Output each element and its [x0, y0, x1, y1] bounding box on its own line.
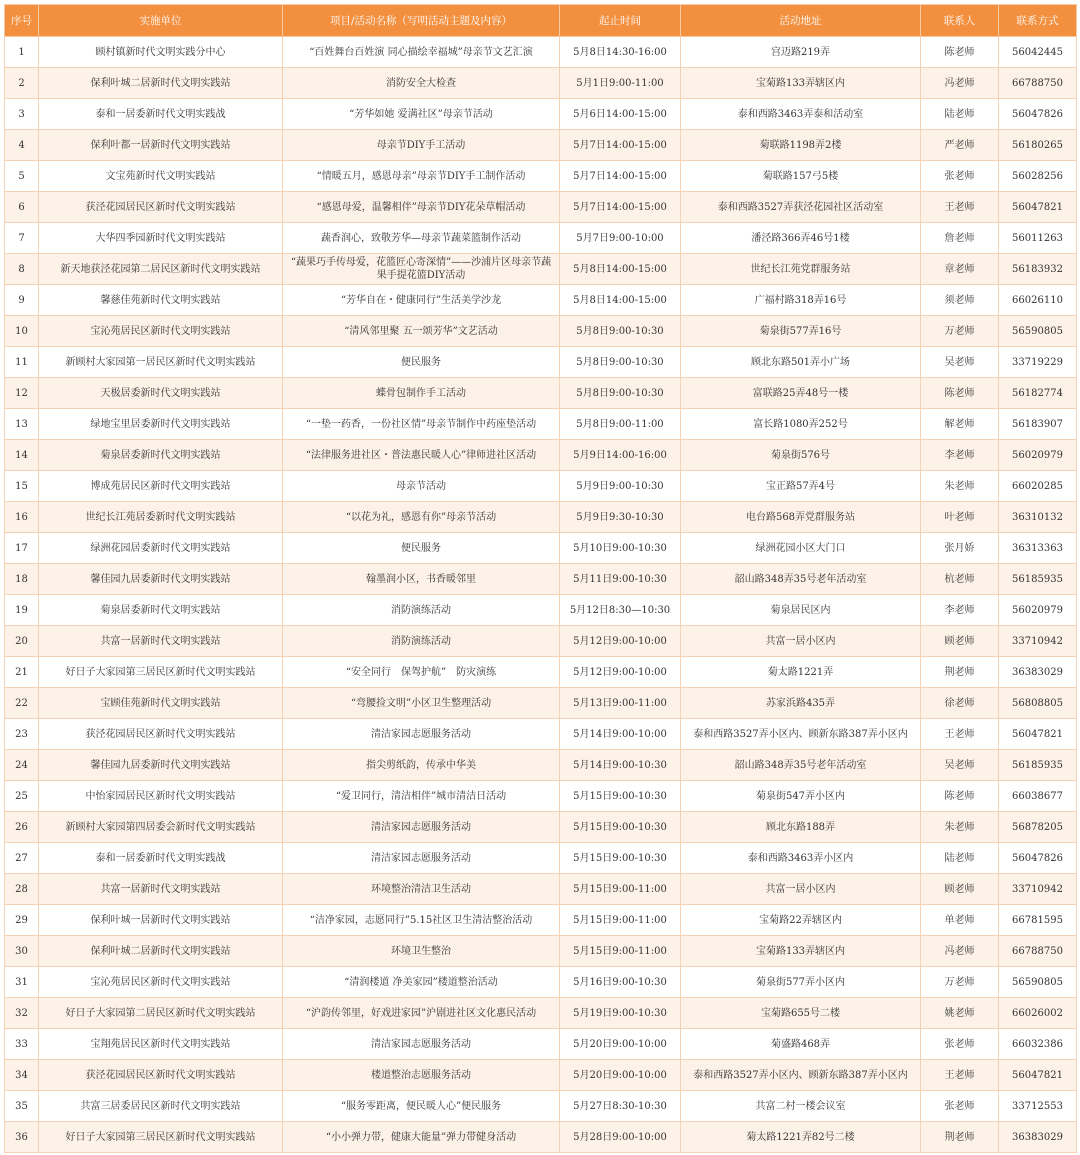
table-row: [5, 812, 1077, 843]
table-row: [5, 316, 1077, 347]
cell-address: 世纪长江苑党群服务站: [681, 254, 921, 285]
cell-unit: 共富一居新时代文明实践站: [39, 626, 283, 657]
cell-unit: 保利叶城二居新时代文明实践站: [39, 68, 283, 99]
table-row: [5, 1060, 1077, 1091]
cell-phone: 66026110: [999, 285, 1077, 316]
cell-contact: 徐老师: [921, 688, 999, 719]
cell-contact: 张老师: [921, 1029, 999, 1060]
cell-project: “清润楼道 净美家园”楼道整治活动: [283, 967, 560, 998]
cell-unit: 新天地获泾花园第二居民区新时代文明实践站: [39, 254, 283, 285]
cell-phone: 66788750: [999, 68, 1077, 99]
cell-time: 5月15日9:00-10:30: [560, 781, 681, 812]
cell-phone: 66038677: [999, 781, 1077, 812]
cell-contact: 陈老师: [921, 781, 999, 812]
cell-no: 25: [5, 781, 39, 812]
cell-contact: 严老师: [921, 130, 999, 161]
cell-unit: 新顾村大家园第四居委会新时代文明实践站: [39, 812, 283, 843]
cell-unit: 好日子大家园第二居民区新时代文明实践站: [39, 998, 283, 1029]
cell-time: 5月9日9:30-10:30: [560, 502, 681, 533]
cell-project: 母亲节DIY手工活动: [283, 130, 560, 161]
cell-no: 29: [5, 905, 39, 936]
cell-no: 36: [5, 1122, 39, 1153]
cell-project: “服务零距离，便民暖人心”便民服务: [283, 1091, 560, 1122]
cell-address: 顾北东路188弄: [681, 812, 921, 843]
cell-address: 宝菊路133弄辖区内: [681, 936, 921, 967]
cell-address: 富联路25弄48号一楼: [681, 378, 921, 409]
header-row: [5, 5, 1077, 37]
cell-time: 5月13日9:00-11:00: [560, 688, 681, 719]
cell-address: 电台路568弄党群服务站: [681, 502, 921, 533]
cell-no: 26: [5, 812, 39, 843]
cell-no: 23: [5, 719, 39, 750]
cell-phone: 56185935: [999, 750, 1077, 781]
cell-contact: 冯老师: [921, 68, 999, 99]
cell-time: 5月14日9:00-10:00: [560, 719, 681, 750]
cell-time: 5月9日9:00-10:30: [560, 471, 681, 502]
table-row: [5, 874, 1077, 905]
cell-contact: 陆老师: [921, 843, 999, 874]
cell-no: 27: [5, 843, 39, 874]
cell-unit: 宝沁苑居民区新时代文明实践站: [39, 316, 283, 347]
cell-address: 共富二村一楼会议室: [681, 1091, 921, 1122]
cell-project: “洁净家园，志愿同行”5.15社区卫生清洁整治活动: [283, 905, 560, 936]
cell-phone: 56047821: [999, 1060, 1077, 1091]
cell-contact: 解老师: [921, 409, 999, 440]
cell-project: 蝶骨包制作手工活动: [283, 378, 560, 409]
cell-unit: 菊泉居委新时代文明实践站: [39, 440, 283, 471]
cell-unit: 天极居委新时代文明实践站: [39, 378, 283, 409]
cell-project: “芳华自在・健康同行”生活美学沙龙: [283, 285, 560, 316]
table-row: [5, 843, 1077, 874]
table-row: [5, 285, 1077, 316]
cell-unit: 顾村镇新时代文明实践分中心: [39, 37, 283, 68]
cell-time: 5月8日14:00-15:00: [560, 285, 681, 316]
cell-no: 15: [5, 471, 39, 502]
cell-phone: 56020979: [999, 440, 1077, 471]
cell-project: “一垫一药香，一份社区情”母亲节制作中药座垫活动: [283, 409, 560, 440]
cell-phone: 33710942: [999, 874, 1077, 905]
cell-no: 3: [5, 99, 39, 130]
cell-project: “沪韵传邻里，好戏进家园”沪剧进社区文化惠民活动: [283, 998, 560, 1029]
cell-no: 14: [5, 440, 39, 471]
cell-phone: 66032386: [999, 1029, 1077, 1060]
cell-unit: 保利叶城一居新时代文明实践站: [39, 905, 283, 936]
cell-address: 菊泉街576号: [681, 440, 921, 471]
table-row: [5, 967, 1077, 998]
cell-no: 18: [5, 564, 39, 595]
cell-time: 5月16日9:00-10:30: [560, 967, 681, 998]
table-row: [5, 37, 1077, 68]
cell-project: 消防演练活动: [283, 595, 560, 626]
cell-project: “弯腰捡文明”小区卫生整理活动: [283, 688, 560, 719]
table-row: [5, 471, 1077, 502]
cell-contact: 陆老师: [921, 99, 999, 130]
table-row: [5, 161, 1077, 192]
cell-address: 潘泾路366弄46号1楼: [681, 223, 921, 254]
cell-time: 5月12日8:30—10:30: [560, 595, 681, 626]
cell-contact: 张月娇: [921, 533, 999, 564]
cell-contact: 李老师: [921, 595, 999, 626]
cell-contact: 须老师: [921, 285, 999, 316]
cell-time: 5月8日9:00-11:00: [560, 409, 681, 440]
cell-address: 韶山路348弄35号老年活动室: [681, 750, 921, 781]
cell-no: 20: [5, 626, 39, 657]
cell-no: 22: [5, 688, 39, 719]
header-time: 起止时间: [560, 5, 681, 37]
cell-contact: 顾老师: [921, 626, 999, 657]
cell-no: 6: [5, 192, 39, 223]
cell-time: 5月15日9:00-11:00: [560, 905, 681, 936]
cell-unit: 菊泉居委新时代文明实践站: [39, 595, 283, 626]
cell-project: “蔬果巧手传母爱，花篮匠心寄深情”——沙浦片区母亲节蔬果手提花篮DIY活动: [283, 254, 560, 285]
table-row: [5, 905, 1077, 936]
cell-address: 宝菊路22弄辖区内: [681, 905, 921, 936]
cell-unit: 馨佳园九居委新时代文明实践站: [39, 750, 283, 781]
cell-unit: 获泾花园居民区新时代文明实践站: [39, 1060, 283, 1091]
cell-time: 5月7日9:00-10:00: [560, 223, 681, 254]
cell-unit: 宝翔苑居民区新时代文明实践站: [39, 1029, 283, 1060]
cell-unit: 获泾花园居民区新时代文明实践站: [39, 192, 283, 223]
cell-project: “百姓舞台百姓演 同心描绘幸福城”母亲节文艺汇演: [283, 37, 560, 68]
cell-address: 泰和西路3527弄获泾花园社区活动室: [681, 192, 921, 223]
cell-project: 翰墨润小区，书香暖邻里: [283, 564, 560, 595]
cell-no: 4: [5, 130, 39, 161]
cell-unit: 泰和一居委新时代文明实践战: [39, 99, 283, 130]
cell-address: 苏家浜路435弄: [681, 688, 921, 719]
cell-phone: 56047826: [999, 99, 1077, 130]
table-row: [5, 750, 1077, 781]
cell-project: 清洁家园志愿服务活动: [283, 843, 560, 874]
cell-contact: 陈老师: [921, 37, 999, 68]
header-address: 活动地址: [681, 5, 921, 37]
cell-contact: 万老师: [921, 967, 999, 998]
cell-no: 2: [5, 68, 39, 99]
cell-contact: 张老师: [921, 161, 999, 192]
cell-no: 21: [5, 657, 39, 688]
table-row: [5, 409, 1077, 440]
cell-address: 顾北东路501弄小广场: [681, 347, 921, 378]
cell-time: 5月20日9:00-10:00: [560, 1060, 681, 1091]
cell-time: 5月15日9:00-11:00: [560, 874, 681, 905]
cell-time: 5月6日14:00-15:00: [560, 99, 681, 130]
cell-phone: 56042445: [999, 37, 1077, 68]
cell-address: 菊盛路468弄: [681, 1029, 921, 1060]
cell-project: “清风邻里聚 五一颂芳华”文艺活动: [283, 316, 560, 347]
cell-no: 1: [5, 37, 39, 68]
cell-phone: 66781595: [999, 905, 1077, 936]
cell-project: “以花为礼，感恩有你”母亲节活动: [283, 502, 560, 533]
cell-phone: 36383029: [999, 1122, 1077, 1153]
cell-contact: 陈老师: [921, 378, 999, 409]
cell-unit: 好日子大家园第三居民区新时代文明实践站: [39, 1122, 283, 1153]
cell-project: “安全同行 保驾护航” 防灾演练: [283, 657, 560, 688]
cell-phone: 56808805: [999, 688, 1077, 719]
cell-phone: 36310132: [999, 502, 1077, 533]
cell-time: 5月15日9:00-10:30: [560, 812, 681, 843]
cell-phone: 56011263: [999, 223, 1077, 254]
table-row: [5, 99, 1077, 130]
cell-project: 蔬香润心，致敬芳华—母亲节蔬菜篮制作活动: [283, 223, 560, 254]
cell-unit: 获泾花园居民区新时代文明实践站: [39, 719, 283, 750]
cell-phone: 56180265: [999, 130, 1077, 161]
cell-address: 宝菊路655号二楼: [681, 998, 921, 1029]
activity-table: [4, 4, 1077, 1153]
cell-phone: 36313363: [999, 533, 1077, 564]
cell-contact: 叶老师: [921, 502, 999, 533]
cell-project: 便民服务: [283, 533, 560, 564]
cell-time: 5月14日9:00-10:30: [560, 750, 681, 781]
cell-address: 共富一居小区内: [681, 626, 921, 657]
cell-project: 环境整治清洁卫生活动: [283, 874, 560, 905]
cell-address: 宝菊路133弄辖区内: [681, 68, 921, 99]
table-row: [5, 657, 1077, 688]
cell-unit: 宝顾佳苑新时代文明实践站: [39, 688, 283, 719]
table-row: [5, 1029, 1077, 1060]
cell-contact: 杭老师: [921, 564, 999, 595]
cell-project: “芳华如她 爱满社区”母亲节活动: [283, 99, 560, 130]
cell-phone: 56047826: [999, 843, 1077, 874]
table-row: [5, 998, 1077, 1029]
table-body: [5, 37, 1077, 1153]
cell-address: 菊泉街577弄16号: [681, 316, 921, 347]
cell-phone: 66788750: [999, 936, 1077, 967]
cell-time: 5月8日14:30-16:00: [560, 37, 681, 68]
cell-time: 5月8日9:00-10:30: [560, 347, 681, 378]
cell-address: 韶山路348弄35号老年活动室: [681, 564, 921, 595]
cell-address: 泰和西路3527弄小区内、顾新东路387弄小区内: [681, 719, 921, 750]
cell-time: 5月9日14:00-16:00: [560, 440, 681, 471]
cell-contact: 詹老师: [921, 223, 999, 254]
table-row: [5, 440, 1077, 471]
cell-unit: 共富一居新时代文明实践站: [39, 874, 283, 905]
cell-address: 菊太路1221弄82号二楼: [681, 1122, 921, 1153]
cell-phone: 56590805: [999, 967, 1077, 998]
cell-project: “小小弹力带，健康大能量”弹力带健身活动: [283, 1122, 560, 1153]
cell-project: 清洁家园志愿服务活动: [283, 1029, 560, 1060]
cell-time: 5月8日14:00-15:00: [560, 254, 681, 285]
cell-project: 指尖剪纸韵，传承中华美: [283, 750, 560, 781]
cell-time: 5月20日9:00-10:00: [560, 1029, 681, 1060]
cell-no: 8: [5, 254, 39, 285]
cell-unit: 馨慈佳苑新时代文明实践站: [39, 285, 283, 316]
cell-phone: 56047821: [999, 719, 1077, 750]
cell-time: 5月12日9:00-10:00: [560, 626, 681, 657]
cell-time: 5月7日14:00-15:00: [560, 161, 681, 192]
cell-time: 5月8日9:00-10:30: [560, 378, 681, 409]
header-contact: 联系人: [921, 5, 999, 37]
cell-phone: 36383029: [999, 657, 1077, 688]
cell-address: 泰和西路3463弄小区内: [681, 843, 921, 874]
cell-contact: 张老师: [921, 1091, 999, 1122]
cell-no: 33: [5, 1029, 39, 1060]
table-row: [5, 502, 1077, 533]
cell-time: 5月7日14:00-15:00: [560, 130, 681, 161]
cell-time: 5月19日9:00-10:30: [560, 998, 681, 1029]
cell-contact: 李老师: [921, 440, 999, 471]
cell-time: 5月27日8:30-10:30: [560, 1091, 681, 1122]
cell-phone: 66026002: [999, 998, 1077, 1029]
cell-no: 12: [5, 378, 39, 409]
cell-time: 5月11日9:00-10:30: [560, 564, 681, 595]
cell-contact: 姚老师: [921, 998, 999, 1029]
cell-project: 清洁家园志愿服务活动: [283, 719, 560, 750]
cell-address: 绿洲花园小区大门口: [681, 533, 921, 564]
cell-phone: 56182774: [999, 378, 1077, 409]
cell-address: 菊联路1198弄2楼: [681, 130, 921, 161]
cell-project: “感恩母爱，温馨相伴”母亲节DIY花朵草帽活动: [283, 192, 560, 223]
cell-project: “爱卫同行，清洁相伴”城市清洁日活动: [283, 781, 560, 812]
cell-time: 5月15日9:00-10:30: [560, 843, 681, 874]
table-row: [5, 223, 1077, 254]
cell-contact: 顾老师: [921, 874, 999, 905]
cell-phone: 56047821: [999, 192, 1077, 223]
table-row: [5, 68, 1077, 99]
cell-no: 19: [5, 595, 39, 626]
cell-project: 环境卫生整治: [283, 936, 560, 967]
table-row: [5, 595, 1077, 626]
cell-address: 富长路1080弄252号: [681, 409, 921, 440]
cell-address: 广福村路318弄16号: [681, 285, 921, 316]
cell-no: 34: [5, 1060, 39, 1091]
cell-time: 5月28日9:00-10:00: [560, 1122, 681, 1153]
cell-no: 35: [5, 1091, 39, 1122]
cell-contact: 荆老师: [921, 657, 999, 688]
cell-no: 24: [5, 750, 39, 781]
cell-phone: 33719229: [999, 347, 1077, 378]
table-header: [5, 5, 1077, 37]
cell-contact: 章老师: [921, 254, 999, 285]
cell-contact: 朱老师: [921, 471, 999, 502]
cell-phone: 66020285: [999, 471, 1077, 502]
cell-unit: 博成苑居民区新时代文明实践站: [39, 471, 283, 502]
header-unit: 实施单位: [39, 5, 283, 37]
cell-contact: 朱老师: [921, 812, 999, 843]
cell-phone: 56028256: [999, 161, 1077, 192]
cell-time: 5月10日9:00-10:30: [560, 533, 681, 564]
cell-unit: 绿地宝里居委新时代文明实践站: [39, 409, 283, 440]
table-row: [5, 936, 1077, 967]
cell-address: 共富一居小区内: [681, 874, 921, 905]
cell-contact: 万老师: [921, 316, 999, 347]
cell-time: 5月1日9:00-11:00: [560, 68, 681, 99]
cell-address: 泰和西路3463弄泰和活动室: [681, 99, 921, 130]
cell-contact: 单老师: [921, 905, 999, 936]
table-row: [5, 254, 1077, 285]
cell-project: 楼道整治志愿服务活动: [283, 1060, 560, 1091]
table-row: [5, 688, 1077, 719]
cell-unit: 宝沁苑居民区新时代文明实践站: [39, 967, 283, 998]
cell-address: 菊泉居民区内: [681, 595, 921, 626]
header-project: 项目/活动名称（写明活动主题及内容）: [283, 5, 560, 37]
cell-unit: 绿洲花园居委新时代文明实践站: [39, 533, 283, 564]
cell-phone: 56020979: [999, 595, 1077, 626]
table-row: [5, 347, 1077, 378]
cell-no: 13: [5, 409, 39, 440]
cell-no: 9: [5, 285, 39, 316]
table-row: [5, 781, 1077, 812]
cell-project: 便民服务: [283, 347, 560, 378]
cell-no: 30: [5, 936, 39, 967]
cell-time: 5月7日14:00-15:00: [560, 192, 681, 223]
cell-address: 泰和西路3527弄小区内、顾新东路387弄小区内: [681, 1060, 921, 1091]
cell-no: 17: [5, 533, 39, 564]
cell-unit: 世纪长江苑居委新时代文明实践站: [39, 502, 283, 533]
cell-contact: 荆老师: [921, 1122, 999, 1153]
cell-address: 菊联路157弓5楼: [681, 161, 921, 192]
table-row: [5, 564, 1077, 595]
table-row: [5, 719, 1077, 750]
cell-phone: 33712553: [999, 1091, 1077, 1122]
cell-project: 消防安全大检查: [283, 68, 560, 99]
cell-phone: 56183932: [999, 254, 1077, 285]
cell-unit: 文宝苑新时代文明实践站: [39, 161, 283, 192]
cell-address: 宝正路57弄4号: [681, 471, 921, 502]
table-row: [5, 1091, 1077, 1122]
cell-unit: 大华四季园新时代文明实践站: [39, 223, 283, 254]
cell-phone: 33710942: [999, 626, 1077, 657]
cell-unit: 中怡家园居民区新时代文明实践站: [39, 781, 283, 812]
cell-unit: 共富三居委居民区新时代文明实践站: [39, 1091, 283, 1122]
cell-time: 5月8日9:00-10:30: [560, 316, 681, 347]
cell-contact: 吴老师: [921, 347, 999, 378]
cell-no: 11: [5, 347, 39, 378]
cell-contact: 王老师: [921, 1060, 999, 1091]
cell-address: 菊太路1221弄: [681, 657, 921, 688]
cell-contact: 冯老师: [921, 936, 999, 967]
cell-contact: 王老师: [921, 719, 999, 750]
cell-project: 消防演练活动: [283, 626, 560, 657]
cell-no: 10: [5, 316, 39, 347]
cell-no: 28: [5, 874, 39, 905]
cell-no: 31: [5, 967, 39, 998]
table-row: [5, 130, 1077, 161]
cell-no: 7: [5, 223, 39, 254]
cell-project: “情暖五月，感恩母亲”母亲节DIY手工制作活动: [283, 161, 560, 192]
cell-phone: 56183907: [999, 409, 1077, 440]
table-row: [5, 192, 1077, 223]
cell-unit: 馨佳园九居委新时代文明实践站: [39, 564, 283, 595]
cell-phone: 56878205: [999, 812, 1077, 843]
header-phone: 联系方式: [999, 5, 1077, 37]
cell-contact: 王老师: [921, 192, 999, 223]
cell-unit: 保利叶城二居新时代文明实践站: [39, 936, 283, 967]
cell-no: 5: [5, 161, 39, 192]
cell-contact: 吴老师: [921, 750, 999, 781]
cell-time: 5月12日9:00-10:00: [560, 657, 681, 688]
cell-address: 菊泉街547弄小区内: [681, 781, 921, 812]
cell-unit: 保利叶都一居新时代文明实践站: [39, 130, 283, 161]
table-row: [5, 378, 1077, 409]
cell-unit: 好日子大家园第三居民区新时代文明实践站: [39, 657, 283, 688]
cell-no: 16: [5, 502, 39, 533]
cell-project: 母亲节活动: [283, 471, 560, 502]
cell-address: 宫迈路219弄: [681, 37, 921, 68]
cell-time: 5月15日9:00-11:00: [560, 936, 681, 967]
cell-no: 32: [5, 998, 39, 1029]
cell-phone: 56185935: [999, 564, 1077, 595]
table-row: [5, 533, 1077, 564]
cell-address: 菊泉街577弄小区内: [681, 967, 921, 998]
table-row: [5, 626, 1077, 657]
cell-project: 清洁家园志愿服务活动: [283, 812, 560, 843]
table-row: [5, 1122, 1077, 1153]
cell-phone: 56590805: [999, 316, 1077, 347]
cell-unit: 泰和一居委新时代文明实践战: [39, 843, 283, 874]
cell-unit: 新顾村大家园第一居民区新时代文明实践站: [39, 347, 283, 378]
cell-project: “法律服务进社区・普法惠民暖人心”律师进社区活动: [283, 440, 560, 471]
header-no: 序号: [5, 5, 39, 37]
